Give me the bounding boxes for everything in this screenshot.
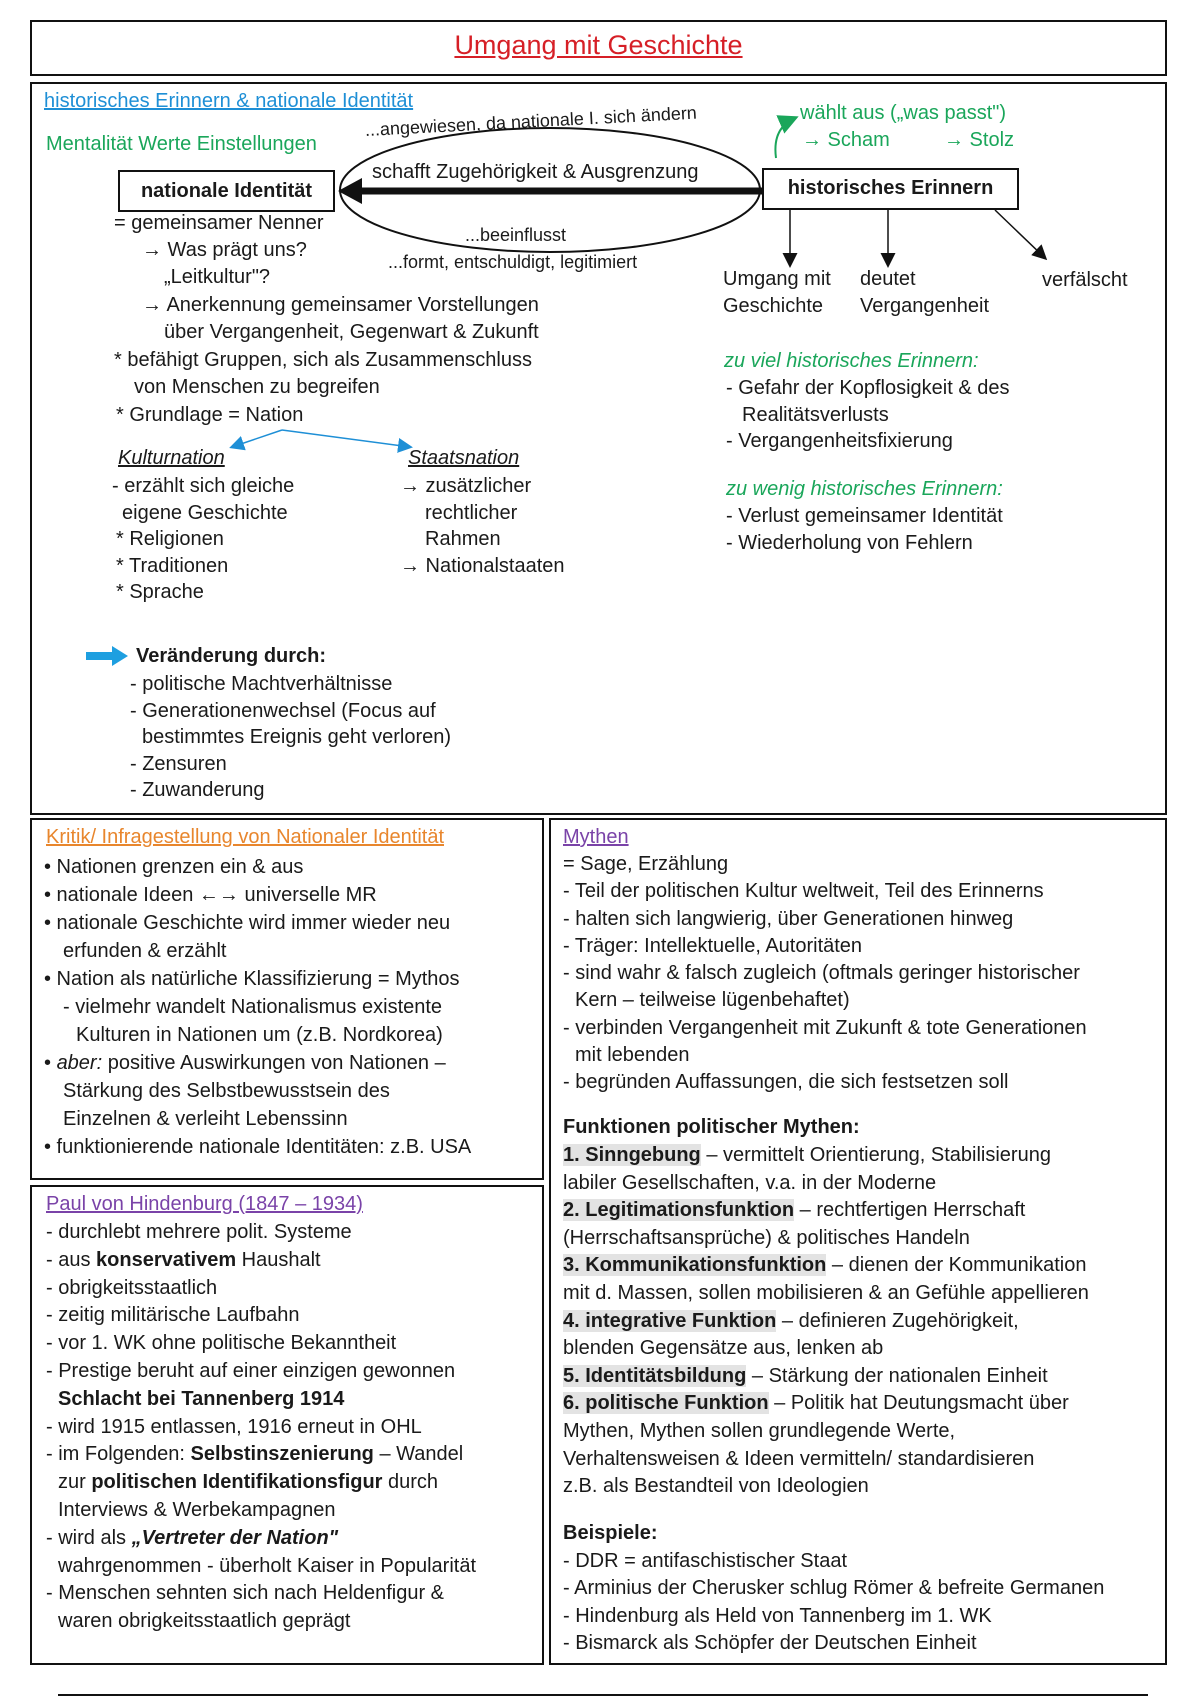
waehlt-text: wählt aus („was passt") — [800, 102, 1007, 124]
zuwenig-list: - Verlust gemeinsamer Identität - Wiederholung von Fehlern — [726, 505, 1003, 554]
nenner-line: = gemeinsamer Nenner — [114, 212, 324, 234]
deutet-text: deutet Vergangenheit — [860, 268, 990, 317]
mythen-heading: Mythen — [563, 826, 629, 848]
veraenderung-heading: Veränderung durch: — [136, 645, 327, 667]
formt-text: ...formt, entschuldigt, legitimiert — [388, 252, 638, 272]
begreifen-line: von Menschen zu begreifen — [134, 376, 380, 398]
mentality-text: Mentalität Werte Einstellungen — [46, 133, 317, 155]
funktionen-list: 1. Sinngebung – vermittelt Orientierung, Stabilisierung labiler Gesellschaften, v.a. in der Moderne 2. Legitimationsfunktion – rechtfertigen Herrschaft (Herrschaftsansprüche) & politisches Handeln 3. Kommunikationsfunktion – dienen der Kommunikation mit d. Massen, sollen mobilisieren & an Gefühle appellieren 4. integrative Funktion – definieren Zugehörigkeit, blenden Gegensätze aus, lenken ab 5. Identitätsbildung – Stärkung der nationalen Einheit 6. politische Funktion – Politik hat Deutungsmacht über Mythen, Mythen sollen grundlegende Werte, Verhaltensweisen & Ideen vermitteln/ standardisieren z.B. als Bestandteil von Ideologien — [563, 1144, 1089, 1498]
mythen-list: = Sage, Erzählung - Teil der politischen Kultur weltweit, Teil des Erinnerns - halten sich langwierig, über Generationen hinweg - Träger: Intellektuelle, Autoritäten - sind wahr & falsch zugleich (oftmals geringer historischer Kern – teilweise lügenbehaftet) - verbinden Vergangenheit mit Zukunft & tote Generationen mit lebenden - begründen Auffassungen, die sich festsetzen soll — [563, 853, 1087, 1094]
hindenburg-list: - durchlebt mehrere polit. Systeme - aus konservativem Haushalt - obrigkeitsstaatlich - zeitig militärische Laufbahn - vor 1. WK ohne politische Bekanntheit - Prestige beruht auf einer einzigen gewonnen Schlacht bei Tannenberg 1914 - wird 1915 entlassen, 1916 erneut in OHL - im Folgenden: Selbstinszenierung – Wandel zur politischen Identifikationsfigur durch Interviews & Werbekampagnen - wird als „Vertreter der Nation" wahrgenommen - überholt Kaiser in Popularität - Menschen sehnten sich nach Heldenfigur & waren obrigkeitsstaatlich geprägt — [46, 1221, 476, 1633]
historisches-erinnern-label: historisches Erinnern — [787, 177, 994, 199]
hindenburg-heading: Paul von Hindenburg (1847 – 1934) — [46, 1193, 363, 1215]
arrow-staatsnation — [282, 430, 410, 447]
angewiesen-text: ...angewiesen, da nationale I. sich ändern — [364, 102, 698, 140]
beeinflusst-text: ...beeinflusst — [465, 225, 567, 245]
arrow-kulturnation — [232, 430, 282, 447]
stolz-text: → Stolz — [944, 129, 1015, 151]
schafft-text: schafft Zugehörigkeit & Ausgrenzung — [372, 161, 699, 183]
grundlage-line: * Grundlage = Nation — [116, 404, 304, 426]
funktionen-heading: Funktionen politischer Mythen: — [563, 1116, 860, 1138]
nationale-identitaet-label: nationale Identität — [140, 180, 313, 202]
praegt-line: → Was prägt uns? — [142, 239, 307, 261]
scham-text: → Scham — [802, 129, 890, 151]
umgang-text: Umgang mit Geschichte — [723, 268, 831, 317]
leitkultur-line: „Leitkultur"? — [164, 266, 271, 288]
kulturnation-list: - erzählt sich gleiche eigene Geschichte * Religionen * Traditionen * Sprache — [112, 475, 295, 603]
beispiele-heading: Beispiele: — [563, 1522, 658, 1544]
bottom-rule — [58, 1694, 1148, 1696]
anerkennung-line: → Anerkennung gemeinsamer Vorstellungen — [142, 294, 539, 316]
ueber-line: über Vergangenheit, Gegenwart & Zukunft — [164, 321, 539, 343]
arrow-verfaelscht — [995, 210, 1045, 258]
arrow-waehlt — [775, 118, 795, 158]
section-identity-heading: historisches Erinnern & nationale Identität — [44, 90, 414, 112]
staatsnation-list: → zusätzlicher rechtlicher Rahmen → Nationalstaaten — [400, 475, 565, 577]
blue-arrow-icon — [86, 645, 130, 667]
kritik-heading: Kritik/ Infragestellung von Nationaler Identität — [46, 826, 444, 848]
page-title: Umgang mit Geschichte — [454, 30, 743, 60]
kulturnation-heading: Kulturnation — [118, 447, 225, 469]
kritik-list: • Nationen grenzen ein & aus • nationale Ideen ←→ universelle MR • nationale Geschichte wird immer wieder neu erfunden & erzählt • Nation als natürliche Klassifizierung = Mythos - vielmehr wandelt Nationalismus existente Kulturen in Nationen um (z.B. Nordkorea) • aber: positive Auswirkungen von Nationen – Stärkung des Selbstbewusstsein des Einzelnen & verleiht Lebenssinn • funktionierende nationale Identitäten: z.B. USA — [44, 856, 472, 1158]
aber-line: • aber: positive Auswirkungen von Nationen – — [44, 1052, 446, 1074]
beispiele-list: - DDR = antifaschistischer Staat - Arminius der Cherusker schlug Römer & befreite Germanen - Hindenburg als Held von Tannenberg im 1. WK - Bismarck als Schöpfer der Deutschen Einheit — [563, 1550, 1105, 1654]
zuviel-list: - Gefahr der Kopflosigkeit & des Realitätsverlusts - Vergangenheitsfixierung — [726, 377, 1010, 452]
staatsnation-heading: Staatsnation — [408, 447, 520, 469]
veraenderung-list: - politische Machtverhältnisse - Generationenwechsel (Focus auf bestimmtes Ereignis geht verloren) - Zensuren - Zuwanderung — [130, 673, 452, 801]
befaehigt-line: * befähigt Gruppen, sich als Zusammenschluss — [114, 349, 532, 371]
zuwenig-heading: zu wenig historisches Erinnern: — [726, 478, 1003, 500]
zuviel-heading: zu viel historisches Erinnern: — [724, 350, 979, 372]
verfaelscht-text: verfälscht — [1042, 269, 1128, 291]
